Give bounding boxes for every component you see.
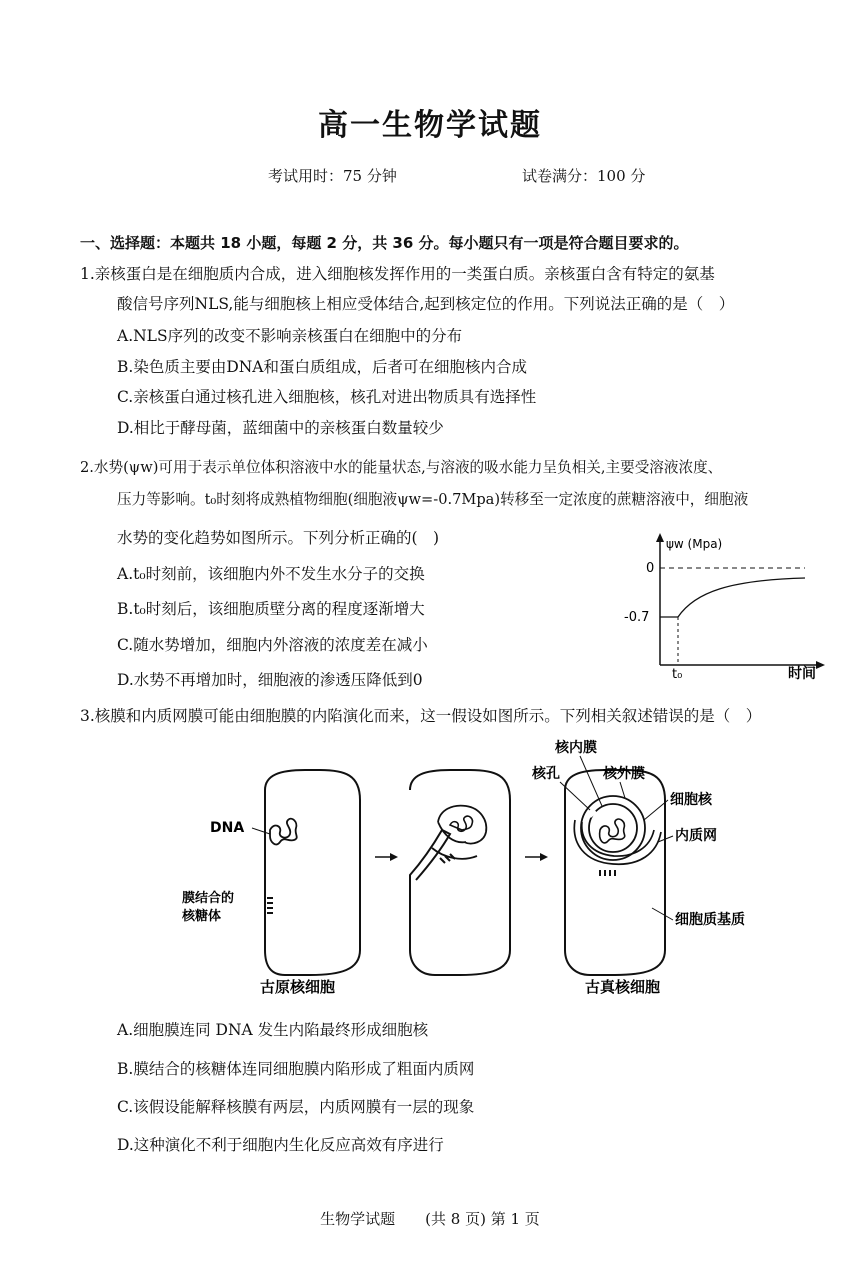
q2-stem-line3: 水势的变化趋势如图所示。下列分析正确的( ) xyxy=(117,529,440,547)
label-nuclear-pore: 核孔 xyxy=(532,766,560,782)
evolution-arrow-2-head xyxy=(540,853,548,861)
q1-stem-line1: 1.亲核蛋白是在细胞质内合成，进入细胞核发挥作用的一类蛋白质。亲核蛋白含有特定的氨基 xyxy=(80,265,715,283)
q1-option-a: A.NLS序列的改变不影响亲核蛋白在细胞中的分布 xyxy=(117,327,463,345)
chart-y-tick-neg: -0.7 xyxy=(624,610,650,625)
q2-option-b: B.t₀时刻后，该细胞质壁分离的程度逐渐增大 xyxy=(117,600,425,618)
dna-leader-line xyxy=(252,828,270,834)
caption-eukaryote: 古真核细胞 xyxy=(585,978,661,996)
prokaryote-cell-membrane xyxy=(265,770,360,975)
label-ribosome-line2: 核糖体 xyxy=(182,909,222,924)
q2-option-d: D.水势不再增加时，细胞液的渗透压降低到0 xyxy=(117,671,423,689)
q3-option-b: B.膜结合的核糖体连同细胞膜内陷形成了粗面内质网 xyxy=(117,1060,475,1078)
q3-option-d: D.这种演化不利于细胞内生化反应高效有序进行 xyxy=(117,1136,444,1154)
q2-option-a: A.t₀时刻前，该细胞内外不发生水分子的交换 xyxy=(117,565,425,583)
page-title: 高一生物学试题 xyxy=(318,108,542,143)
q2-stem-line2: 压力等影响。t₀时刻将成熟植物细胞(细胞液ψw=-0.7Mpa)转移至一定浓度的蔗糖溶液中，细胞液 xyxy=(117,491,749,508)
chart-x-tick-t0: t₀ xyxy=(672,667,683,680)
caption-prokaryote: 古原核细胞 xyxy=(260,978,336,996)
chart-x-label: 时间 xyxy=(788,666,816,680)
eukaryote-nuclear-inner-membrane xyxy=(589,804,637,852)
q1-option-d: D.相比于酵母菌，蓝细菌中的亲核蛋白数量较少 xyxy=(117,419,444,437)
outer-membrane-leader xyxy=(620,782,625,798)
page-footer: 生物学试题 (共 8 页) 第 1 页 xyxy=(320,1210,540,1228)
q1-option-c: C.亲核蛋白通过核孔进入细胞核，核孔对进出物质具有选择性 xyxy=(117,388,537,406)
q3-stem: 3.核膜和内质网膜可能由细胞膜的内陷演化而来，这一假设如图所示。下列相关叙述错误的是（ ） xyxy=(80,707,762,725)
label-nucleus: 细胞核 xyxy=(670,792,712,808)
chart-y-tick-zero: 0 xyxy=(646,561,655,576)
label-dna: DNA xyxy=(210,820,245,836)
intermediate-dna xyxy=(450,816,472,831)
q3-option-c: C.该假设能解释核膜有两层，内质网膜有一层的现象 xyxy=(117,1098,475,1116)
label-outer-nuclear-membrane: 核外膜 xyxy=(603,766,645,782)
label-er: 内质网 xyxy=(675,828,717,844)
label-ribosome-line1: 膜结合的 xyxy=(182,891,235,906)
label-inner-nuclear-membrane: 核内膜 xyxy=(555,740,597,756)
prokaryote-ribosomes xyxy=(267,898,273,913)
cytoplasm-leader xyxy=(652,908,673,920)
label-cytoplasm: 细胞质基质 xyxy=(675,912,745,928)
inner-membrane-leader xyxy=(580,756,602,806)
endomembrane-origin-figure xyxy=(170,730,780,1005)
eukaryote-dna xyxy=(600,819,625,843)
chart-y-axis-arrow xyxy=(656,533,664,542)
chart-water-potential-curve xyxy=(678,578,805,617)
prokaryote-dna xyxy=(270,819,297,845)
intermediate-infolding xyxy=(438,806,486,844)
q1-stem-line2: 酸信号序列NLS,能与细胞核上相应受体结合,起到核定位的作用。下列说法正确的是（ ） xyxy=(117,295,735,313)
eukaryote-nuclear-outer-membrane xyxy=(581,796,645,860)
evolution-arrow-1-head xyxy=(390,853,398,861)
exam-full-score: 试卷满分：100 分 xyxy=(522,167,646,185)
chart-x-axis-arrow xyxy=(816,661,825,669)
q2-option-c: C.随水势增加，细胞内外溶液的浓度差在减小 xyxy=(117,636,428,654)
section-heading: 一、选择题：本题共 18 小题，每题 2 分，共 36 分。每小题只有一项是符合题目要求的。 xyxy=(80,234,689,252)
q1-option-b: B.染色质主要由DNA和蛋白质组成，后者可在细胞核内合成 xyxy=(117,358,528,376)
exam-duration: 考试用时：75 分钟 xyxy=(268,167,397,185)
q2-stem-line1: 2.水势(ψw)可用于表示单位体积溶液中水的能量状态,与溶液的吸水能力呈负相关,主要受溶液浓度、 xyxy=(80,459,723,476)
q3-option-a: A.细胞膜连同 DNA 发生内陷最终形成细胞核 xyxy=(117,1021,429,1039)
chart-y-label: ψw (Mpa) xyxy=(666,537,723,551)
water-potential-chart xyxy=(620,530,830,680)
eukaryote-ribosomes xyxy=(600,870,615,876)
intermediate-cell-membrane xyxy=(410,770,510,975)
nuclear-pore-gap xyxy=(587,808,597,818)
